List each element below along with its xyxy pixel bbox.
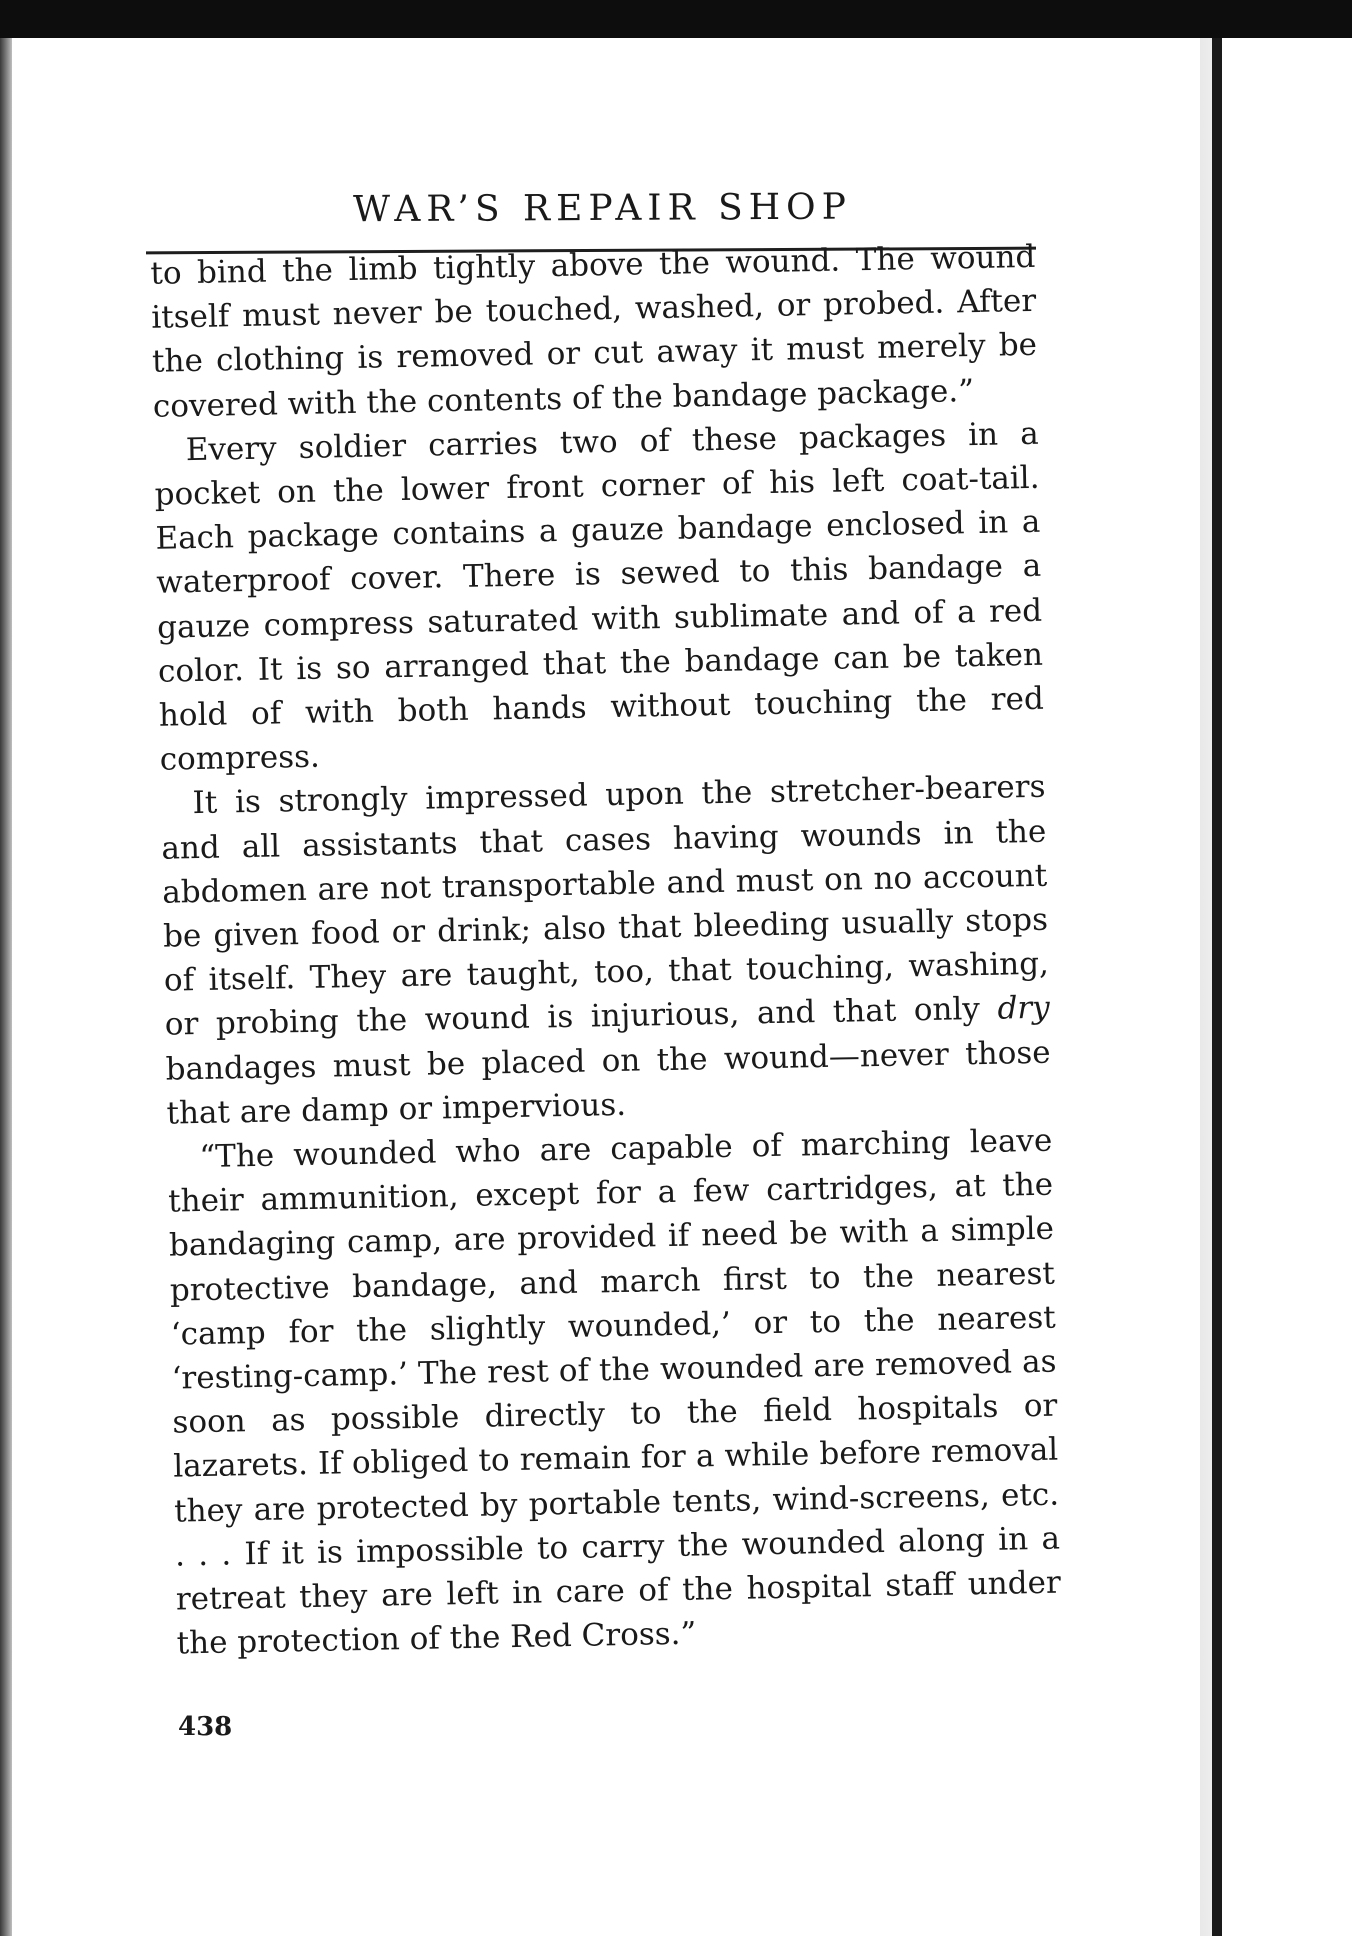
paragraph-3-italic-word: dry	[997, 990, 1051, 1028]
paragraph-4: “The wounded who are capable of marching leave their ammunition, except for a few cartridges, at the bandaging camp, are provided if need be with a simple protective bandage, and march first to the nearest ‘camp for the slightly wounded,’ or to the nearest ‘resting-camp.’ The rest of the wounded are removed as soon as possible directly to the field hospitals or lazarets. If obliged to remain for a while before removal they are protected by portable tents, wind-screens, etc. . . . If it is impossible to carry the wounded along in a retreat they are left in care of the hospital staff under the protection of the Red Cross.”	[167, 1122, 1062, 1662]
scan-top-border	[0, 0, 1352, 38]
body-text	[140, 235, 1062, 1666]
page-number: 438	[178, 1712, 233, 1742]
paragraph-3-text-before: It is strongly impressed upon the stretcher-bearers and all assistants that cases having wounds in the abdomen are not transportable and must on no account be given food or drink; also that bleeding usually stops of itself. They are taught, too, that touching, washing, or probing the wound is injurious, and that only	[161, 769, 1050, 1044]
paragraph-3	[160, 765, 1052, 1136]
scan-left-edge	[0, 38, 12, 1936]
scan-right-edge	[1212, 38, 1222, 1936]
book-page	[140, 185, 1062, 1667]
scan-right-margin	[1222, 38, 1352, 1936]
paragraph-1: to bind the limb tightly above the wound. The wound itself must never be touched, washed, or probed. After the clothing is removed or cut away it must merely be covered with the contents of the bandage package.”	[150, 238, 1038, 425]
paragraph-3-text-after: bandages must be placed on the wound—never those that are damp or impervious.	[165, 1034, 1051, 1132]
paragraph-2: Every soldier carries two of these packages in a pocket on the lower front corner of his left coat-tail. Each package contains a gauze bandage enclosed in a waterproof cover. There is sewed to this bandage a gauze compress saturated with sublimate and of a red color. It is so arranged that the bandage can be taken hold of with both hands without touching the red compress.	[154, 415, 1045, 778]
running-head: WAR’S REPAIR SHOP	[353, 186, 852, 231]
